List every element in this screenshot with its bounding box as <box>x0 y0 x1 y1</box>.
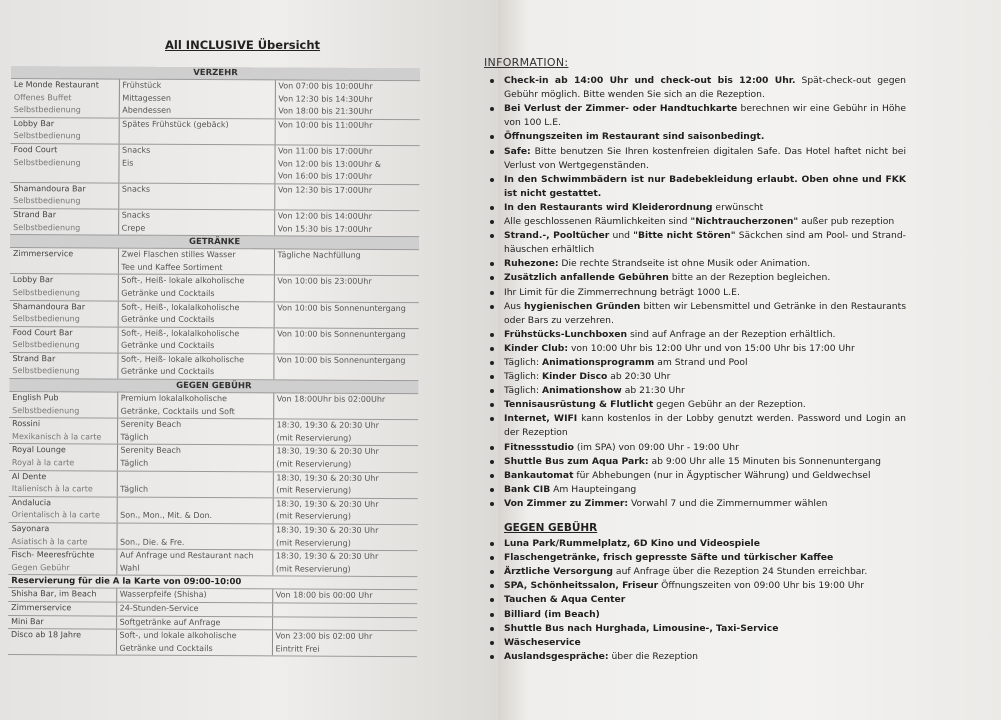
venue-cell <box>10 274 118 301</box>
item-text: Öffnungszeiten im Restaurant sind saisonbedingt. <box>504 131 765 143</box>
cell-line: 18:30, 19:30 & 20:30 Uhr <box>276 525 379 535</box>
list-item <box>504 483 906 497</box>
cell-line: Disco ab 18 Jahre <box>10 630 82 640</box>
cell-line: Selbstbedienung <box>13 196 81 206</box>
cell-line: Von 10:00 bis Sonnenuntergang <box>277 302 406 313</box>
venue-cell <box>10 326 118 353</box>
table-row <box>10 248 419 276</box>
time-cell <box>273 328 418 355</box>
offer-cell <box>116 616 272 630</box>
cell-line: Getränke und Cocktails <box>121 340 215 351</box>
list-item <box>504 650 906 664</box>
item-text: Bankautomat <box>504 469 574 481</box>
offer-cell <box>119 118 275 145</box>
cell-line: Selbstbedienung <box>13 222 81 232</box>
venue-cell <box>10 300 118 327</box>
item-text: Safe: <box>504 145 531 157</box>
time-cell <box>273 393 418 420</box>
cell-line: Son., Mon., Mit. & Don. <box>120 510 213 521</box>
cell-line: Von 18:00Uhr bis 02:00Uhr <box>276 394 386 405</box>
offer-cell <box>116 629 272 656</box>
offer-cell <box>117 392 273 419</box>
table-row <box>10 300 419 328</box>
list-item <box>504 636 906 650</box>
offer-cell <box>118 248 274 275</box>
offer-cell <box>116 588 272 602</box>
item-text: auf Anfrage über die Rezeption 24 Stunden erreichbar. <box>613 566 868 578</box>
table-row <box>11 117 420 145</box>
cell-line: (mit Reservierung) <box>276 459 352 469</box>
offer-cell <box>118 144 274 184</box>
list-item <box>504 229 906 257</box>
cell-line: 18:30, 19:30 & 20:30 Uhr <box>275 551 379 562</box>
cell-line: Lobby Bar <box>12 275 54 285</box>
item-text: Kinder Disco <box>542 371 608 383</box>
venue-cell <box>11 78 119 117</box>
time-cell <box>272 524 417 551</box>
cell-line: English Pub <box>12 393 59 403</box>
item-text: Fitnessstudio <box>504 441 574 453</box>
cell-line: Soft-, Heiß-, lokalalkoholische <box>121 328 240 338</box>
list-item <box>504 551 906 565</box>
cell-line: Offenes Buffet <box>13 92 72 102</box>
cell-line: Täglich <box>120 484 149 494</box>
item-text: Shuttle Bus nach Hurghada, Limousine-, Taxi-Service <box>504 622 779 634</box>
table-row <box>9 444 418 472</box>
item-text: Check-in ab 14:00 Uhr und check-out bis 12:00 Uhr. <box>504 75 796 87</box>
item-text: von 10:00 Uhr bis 12:00 Uhr und von 15:00 Uhr bis 17:00 Uhr <box>568 342 855 354</box>
item-text: ab 9:00 Uhr alle 15 Minuten bis Sonnenuntergang <box>648 455 882 467</box>
item-text: Frühstücks-Lunchboxen <box>504 328 628 340</box>
item-text: Vorwahl 7 und die Zimmernummer wählen <box>628 497 828 509</box>
list-item <box>504 130 906 144</box>
cell-line: Selbstbedienung <box>12 287 80 298</box>
cell-line: Selbstbedienung <box>12 405 80 416</box>
cell-line <box>276 603 415 616</box>
time-cell <box>274 249 419 276</box>
list-item <box>504 173 906 201</box>
cell-line: Strand Bar <box>12 353 56 364</box>
venue-cell <box>9 352 117 379</box>
cell-line: Crepe <box>121 223 146 233</box>
cell-line: Von 16:00 bis 17:00Uhr <box>277 171 373 182</box>
item-text: In den Schwimmbädern ist nur Badebekleidung erlaubt. Oben ohne und FKK ist nicht gestattet. <box>504 173 906 199</box>
cell-line: Sayonara <box>11 524 50 534</box>
cell-line: Food Court <box>13 144 58 155</box>
list-item <box>504 398 906 412</box>
offer-cell <box>119 79 275 119</box>
table-row <box>10 208 419 236</box>
time-cell <box>273 419 418 446</box>
item-text: für Abhebungen (nur in Ägyptischer Währung) und Geldwechsel <box>573 469 871 481</box>
cell-line: Von 10:00 bis Sonnenuntergang <box>277 329 406 339</box>
item-text: hygienischen Gründen <box>523 300 641 312</box>
item-text: Zusätzlich anfallende Gebühren <box>504 272 669 284</box>
cell-line: Getränke und Cocktails <box>120 367 215 377</box>
cell-line: Selbstbedienung <box>12 366 80 376</box>
item-text: Billiard (im Beach) <box>504 608 600 620</box>
offer-cell <box>118 274 274 301</box>
table-row <box>8 549 417 577</box>
cell-line: Von 10:00 bis Sonnenuntergang <box>276 355 406 365</box>
list-item <box>504 455 906 469</box>
item-text: Tennisausrüstung & Flutlicht <box>504 399 654 411</box>
cell-line: Selbstbedienung <box>12 314 80 324</box>
cell-line: Andalucia <box>11 497 52 508</box>
item-text: erwünscht <box>712 201 764 213</box>
list-item <box>504 608 906 622</box>
item-text: sind auf Anfrage an der Rezeption erhältlich. <box>627 328 836 340</box>
venue-cell <box>9 496 117 523</box>
item-text: Animationshow <box>542 385 622 397</box>
cell-line: Serenity Beach <box>120 419 182 430</box>
venue-cell <box>9 444 117 471</box>
cell-line: Mittagessen <box>122 93 171 103</box>
cell-line: Gegen Gebühr <box>11 562 70 573</box>
cell-line <box>276 617 415 630</box>
cell-line: Täglich <box>120 432 149 442</box>
item-text: Am Haupteingang <box>550 483 637 495</box>
item-text: gegen Gebühr an der Rezeption. <box>653 399 806 411</box>
cell-line: 18:30, 19:30 & 20:30 Uhr <box>276 446 379 457</box>
item-text: Shuttle Bus zum Aqua Park: <box>504 455 649 467</box>
offer-cell <box>118 209 274 236</box>
item-text: Wäscheservice <box>504 636 581 648</box>
cell-line: Food Court Bar <box>12 327 73 338</box>
list-item <box>504 300 906 328</box>
cell-line: 18:30, 19:30 & 20:30 Uhr <box>276 420 379 431</box>
cell-line: (mit Reservierung) <box>276 511 351 522</box>
left-page <box>0 0 498 720</box>
list-item <box>504 201 906 215</box>
item-text: berechnen wir eine Gebühr in Höhe von 100 L.E. <box>504 103 906 129</box>
cell-line: Strand Bar <box>13 209 57 220</box>
item-text: über die Rezeption <box>608 650 698 662</box>
cell-line: 24-Stunden-Service <box>119 603 199 613</box>
cell-line: (mit Reservierung) <box>275 537 351 548</box>
list-item <box>504 286 906 300</box>
cell-line: Von 15:30 bis 17:00Uhr <box>277 223 372 234</box>
list-item <box>504 328 906 342</box>
cell-line: Von 23:00 bis 02:00 Uhr <box>275 631 373 642</box>
time-cell <box>274 210 419 237</box>
table-row <box>10 274 419 302</box>
cell-line: Royal Lounge <box>11 445 66 455</box>
item-text: Bitte benutzen Sie Ihren kostenfreien digitalen Safe. Das Hotel haftet nicht bei Verlust von Wertgegenständen. <box>504 145 906 171</box>
cell-line: Von 07:00 bis 10:00Uhr <box>278 81 373 91</box>
cell-line: Abendessen <box>122 105 172 116</box>
item-text: Internet, WIFI <box>504 413 578 425</box>
time-cell <box>273 445 418 472</box>
time-cell <box>274 184 419 211</box>
item-text: Aus <box>504 300 524 312</box>
item-text: Ihr Limit für die Zimmerrechnung beträgt 1000 L.E. <box>504 286 740 298</box>
item-text: In den Restaurants wird Kleiderordnung <box>504 201 713 213</box>
item-text: kann kostenlos in der Lobby genutzt werden. Password und Login an der Rezeption <box>504 413 906 439</box>
cell-line: Von 10:00 bis 23:00Uhr <box>277 276 372 287</box>
offer-cell <box>117 418 273 445</box>
cell-line: Al Dente <box>11 471 47 481</box>
list-item <box>504 579 906 593</box>
list-item <box>504 497 906 511</box>
cell-line: Zimmerservice <box>12 249 74 259</box>
item-text: SPA, Schönheitssalon, Friseur <box>504 580 659 592</box>
cell-line: (mit Reservierung) <box>276 485 352 496</box>
information-heading: INFORMATION: <box>484 56 569 69</box>
section-heading: VERZEHR <box>11 66 420 81</box>
time-cell <box>275 80 420 120</box>
cell-line: Soft-, Heiß-, lokalalkoholische <box>121 302 240 312</box>
cell-line: Zwei Flaschen stilles Wasser <box>121 249 236 260</box>
cell-line: Spätes Frühstück (gebäck) <box>122 119 229 129</box>
cell-line: Italienisch à la carte <box>11 484 93 494</box>
cell-line: Wasserpfeife (Shisha) <box>119 589 207 600</box>
time-cell <box>272 616 417 630</box>
list-item <box>504 384 906 398</box>
item-text: Flaschengetränke, frisch gepresste Säfte und türkischer Kaffee <box>504 552 834 564</box>
item-text: Auslandsgespräche: <box>504 650 609 662</box>
offer-cell <box>118 301 274 328</box>
venue-cell <box>11 117 119 144</box>
cell-line: Von 18:00 bis 00:00 Uhr <box>275 590 373 601</box>
item-text: Von Zimmer zu Zimmer: <box>504 497 629 509</box>
fees-list <box>484 537 906 664</box>
offer-cell <box>117 444 273 471</box>
item-text: Animationsprogramm <box>542 356 655 368</box>
cell-line: Von 18:00 bis 21:30Uhr <box>278 106 373 117</box>
time-cell <box>272 550 417 577</box>
cell-line <box>120 471 269 484</box>
time-cell <box>272 589 417 603</box>
cell-line: Selbstbedienung <box>12 340 80 350</box>
cell-line: Le Monde Restaurant <box>13 80 99 90</box>
cell-line: Getränke und Cocktails <box>121 288 215 298</box>
cell-line: Zimmerservice <box>11 602 72 613</box>
item-text: Täglich: <box>504 371 542 383</box>
item-text: Säckchen sind am Pool- und Strand-häuschen erhältlich <box>504 230 906 256</box>
time-cell <box>272 630 417 657</box>
list-item <box>504 74 906 102</box>
list-item <box>504 469 906 483</box>
list-item <box>504 215 906 229</box>
all-inclusive-table <box>8 66 420 657</box>
cell-line: Frühstück <box>122 80 162 90</box>
list-item <box>504 257 906 271</box>
offer-cell <box>117 327 273 354</box>
list-item <box>504 622 906 636</box>
cell-line: Tägliche Nachfüllung <box>277 250 361 260</box>
item-text: Spät-check-out gegen Gebühr möglich. Bitte wenden Sie sich an die Rezeption. <box>504 75 906 101</box>
item-text: Kinder Club: <box>504 342 569 354</box>
item-text: Luna Park/Rummelplatz, 6D Kino und Videospiele <box>504 538 760 550</box>
list-item <box>504 342 906 356</box>
cell-line: Soft-, und lokale alkoholische <box>119 630 237 641</box>
information-list <box>484 74 906 511</box>
cell-line: Täglich <box>120 458 149 468</box>
table-row <box>9 392 418 420</box>
cell-line: Von 10:00 bis 11:00Uhr <box>278 120 373 130</box>
table-row <box>8 629 417 657</box>
item-text: am Strand und Pool <box>654 356 748 368</box>
table-row <box>10 143 419 184</box>
offer-cell <box>116 523 272 550</box>
item-text: Strand.-, Pooltücher <box>504 230 610 242</box>
item-text: Täglich: <box>504 356 542 368</box>
list-item <box>504 412 906 440</box>
cell-line: Shamandoura Bar <box>13 183 86 194</box>
item-text: bitten wir Lebensmittel und Getränke in den Restaurants oder Bars zu verzehren. <box>504 300 906 326</box>
venue-cell <box>8 629 116 656</box>
table-row <box>9 496 418 524</box>
cell-line: (mit Reservierung) <box>275 564 351 574</box>
table-row <box>9 470 418 498</box>
list-item <box>504 145 906 173</box>
item-text: bitte an der Rezeption begleichen. <box>668 272 831 284</box>
time-cell <box>273 472 418 499</box>
item-text: Ruhezone: <box>504 258 559 270</box>
offer-cell <box>117 471 273 498</box>
cell-line: Softgetränke auf Anfrage <box>119 617 221 627</box>
table-row <box>10 326 419 354</box>
cell-line: Getränke, Cocktails und Soft <box>120 406 235 416</box>
cell-line: Tee und Kaffee Sortiment <box>121 262 223 272</box>
offer-cell <box>116 549 272 576</box>
cell-line: Orientalisch à la carte <box>11 510 100 520</box>
item-text: "Nichtraucherzonen" <box>690 216 799 228</box>
venue-cell <box>10 208 118 235</box>
cell-line: Von 12:00 bis 13:00Uhr & <box>277 158 382 169</box>
cell-line: 18:30, 19:30 & 20:30 Uhr <box>276 499 379 509</box>
item-text: Ärztliche Versorgung <box>504 566 614 578</box>
cell-line: Shisha Bar, im Beach <box>11 589 97 599</box>
table-row <box>11 78 420 119</box>
section-heading: Reservierung für die A la Karte von 09:00-10:00 <box>8 575 417 590</box>
offer-cell <box>116 602 272 616</box>
item-text: Alle geschlossenen Räumlichkeiten sind <box>504 216 691 228</box>
list-item <box>504 537 906 551</box>
cell-line <box>120 524 269 537</box>
venue-cell <box>9 418 117 445</box>
cell-line: Von 11:00 bis 17:00Uhr <box>278 146 373 156</box>
cell-line: Wahl <box>119 563 140 573</box>
cell-line: Rossini <box>12 419 41 429</box>
item-text: (im SPA) von 09:00 Uhr - 19:00 Uhr <box>573 441 739 453</box>
cell-line: Von 12:30 bis 14:30Uhr <box>278 93 373 104</box>
venue-cell <box>8 588 116 602</box>
time-cell <box>274 145 419 185</box>
cell-line: Von 12:00 bis 14:00Uhr <box>277 211 372 221</box>
time-cell <box>273 498 418 525</box>
list-item <box>504 565 906 579</box>
list-item <box>504 441 906 455</box>
cell-line: Premium lokalalkoholische <box>120 393 228 404</box>
cell-line: Royal à la carte <box>11 458 75 468</box>
venue-cell <box>8 601 116 615</box>
item-text: ab 21:30 Uhr <box>621 385 685 397</box>
cell-line: Getränke und Cocktails <box>121 314 215 325</box>
offer-cell <box>117 497 273 524</box>
cell-line: Selbstbedienung <box>13 157 81 167</box>
cell-line: Mini Bar <box>11 616 44 626</box>
list-item <box>504 102 906 130</box>
item-text: ab 20:30 Uhr <box>607 371 671 383</box>
cell-line: Eintritt Frei <box>275 644 320 654</box>
fees-heading: GEGEN GEBÜHR <box>504 522 598 534</box>
cell-line: 18:30, 19:30 & 20:30 Uhr <box>276 473 379 483</box>
offer-cell <box>118 183 274 210</box>
cell-line: Lobby Bar <box>13 118 55 129</box>
section-heading: GEGEN GEBÜHR <box>9 379 418 394</box>
list-item <box>504 593 906 607</box>
cell-line: Fisch- Meeresfrüchte <box>11 550 95 560</box>
item-text: Öffnungszeiten von 09:00 Uhr bis 19:00 Uhr <box>658 580 865 592</box>
time-cell <box>272 603 417 617</box>
item-text: Die rechte Strandseite ist ohne Musik oder Animation. <box>558 258 811 270</box>
list-item <box>504 271 906 285</box>
cell-line: Serenity Beach <box>120 446 182 456</box>
cell-line: Shamandoura Bar <box>12 301 86 311</box>
item-text: "Bitte nicht Stören" <box>633 230 736 242</box>
cell-line: Mexikanisch à la carte <box>12 431 102 442</box>
table-row <box>8 522 417 550</box>
venue-cell <box>10 143 118 182</box>
item-text: Täglich: <box>504 385 542 397</box>
cell-line: Snacks <box>121 210 150 220</box>
information-panel <box>484 56 906 664</box>
list-item <box>504 370 906 384</box>
cell-line: Selbstbedienung <box>13 131 81 141</box>
item-text: Tauchen & Aqua Center <box>504 594 626 606</box>
table-row <box>9 418 418 446</box>
cell-line <box>120 497 269 510</box>
item-text: Bei Verlust der Zimmer- oder Handtuchkarte <box>504 103 738 115</box>
cell-line: Von 12:30 bis 17:00Uhr <box>277 185 373 195</box>
venue-cell <box>10 182 118 209</box>
venue-cell <box>8 522 116 549</box>
section-heading: GETRÄNKE <box>10 235 419 250</box>
item-text: außer pub rezeption <box>798 216 895 228</box>
cell-line: Selbstbedienung <box>13 105 81 115</box>
time-cell <box>274 275 419 302</box>
cell-line: Snacks <box>122 145 151 155</box>
offer-cell <box>117 353 273 380</box>
list-item <box>504 356 906 370</box>
time-cell <box>275 119 420 146</box>
item-text: und <box>609 230 634 242</box>
table-row <box>10 182 419 210</box>
table-row <box>9 352 418 380</box>
venue-cell <box>9 392 117 419</box>
cell-line: (mit Reservierung) <box>276 433 352 443</box>
time-cell <box>274 301 419 328</box>
cell-line: Soft-, Heiß- lokale alkoholische <box>121 275 245 286</box>
venue-cell <box>8 549 116 576</box>
cell-line: Soft-, Heiß- lokale alkoholische <box>120 354 245 365</box>
item-text: Bank CIB <box>504 483 551 495</box>
cell-line: Asiatisch à la carte <box>11 536 88 547</box>
time-cell <box>273 354 418 381</box>
cell-line: Getränke und Cocktails <box>119 643 213 653</box>
cell-line: Eis <box>121 158 134 168</box>
venue-cell <box>8 615 116 629</box>
venue-cell <box>10 248 118 275</box>
venue-cell <box>9 470 117 497</box>
cell-line: Snacks <box>121 184 151 194</box>
cell-line: Auf Anfrage und Restaurant nach <box>119 550 254 561</box>
cell-line: Son., Die. & Fre. <box>119 537 185 547</box>
overview-title: All INCLUSIVE Übersicht <box>165 38 321 52</box>
